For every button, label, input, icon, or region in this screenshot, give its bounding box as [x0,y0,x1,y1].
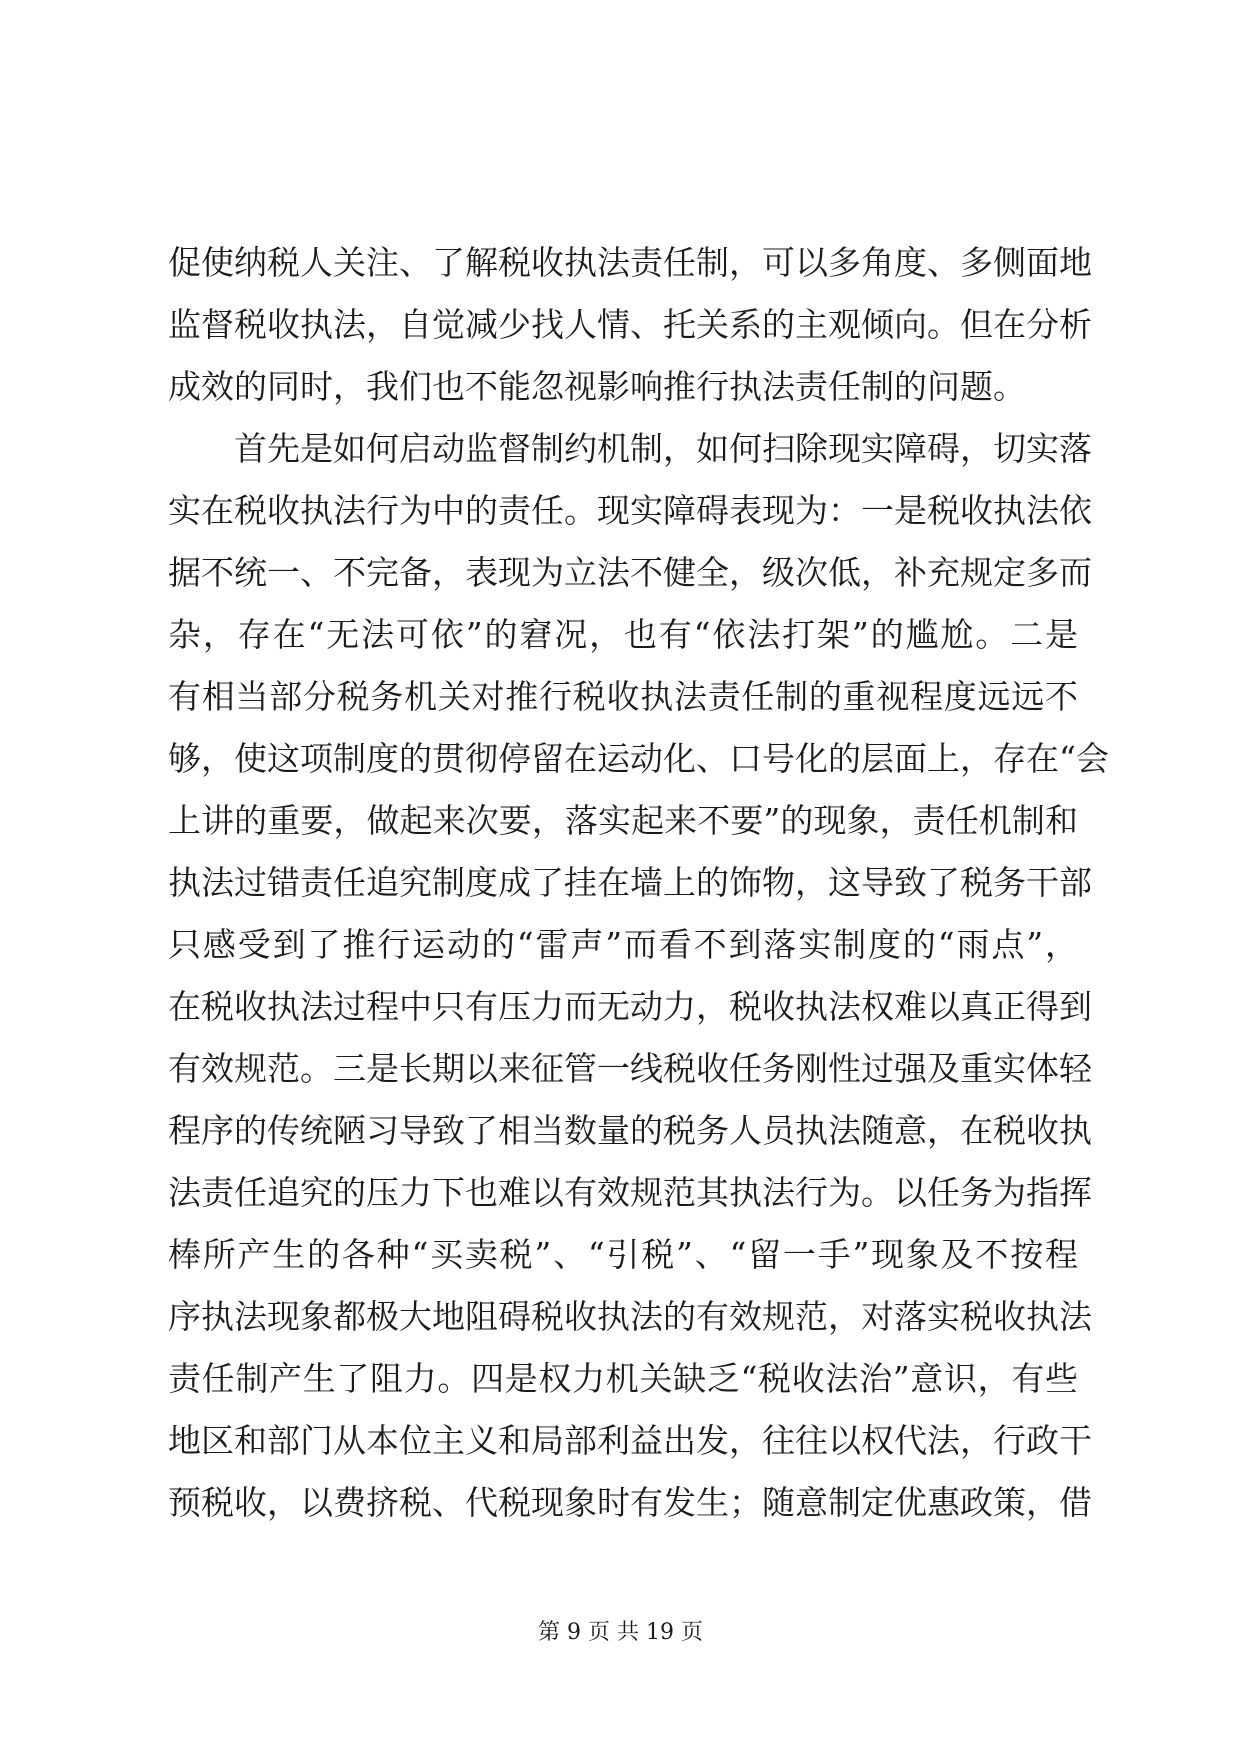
text-line: 法责任追究的压力下也难以有效规范其执法行为。以任务为指挥 [168,1173,1092,1212]
text-line: 只感受到了推行运动的“雷声”而看不到落实制度的“雨点”， [168,925,1078,964]
text-line: 序执法现象都极大地阻碍税收执法的有效规范，对落实税收执法 [168,1297,1092,1336]
text-line: 有相当部分税务机关对推行税收执法责任制的重视程度远远不 [168,677,1078,716]
text-line: 棒所产生的各种“买卖税”、“引税”、“留一手”现象及不按程 [168,1235,1078,1274]
page-footer: 第 9 页 共 19 页 [538,1620,703,1645]
text-line: 够，使这项制度的贯彻停留在运动化、口号化的层面上，存在“会 [168,739,1109,778]
text-line: 程序的传统陋习导致了相当数量的税务人员执法随意，在税收执 [168,1111,1092,1150]
text-line: 据不统一、不完备，表现为立法不健全，级次低，补充规定多而 [168,553,1092,592]
text-line: 地区和部门从本位主义和局部利益出发，往往以权代法，行政干 [168,1421,1092,1460]
text-line: 促使纳税人关注、了解税收执法责任制，可以多角度、多侧面地 [168,243,1092,282]
text-line: 有效规范。三是长期以来征管一线税收任务刚性过强及重实体轻 [168,1049,1092,1088]
text-line: 责任制产生了阻力。四是权力机关缺乏“税收法治”意识，有些 [168,1359,1078,1398]
text-line: 在税收执法过程中只有压力而无动力，税收执法权难以真正得到 [168,987,1092,1026]
text-line: 杂，存在“无法可依”的窘况，也有“依法打架”的尴尬。二是 [168,615,1078,654]
paragraph-first-line: 首先是如何启动监督制约机制，如何扫除现实障碍，切实落 [234,429,1092,468]
body-text [168,232,1109,1534]
text-line: 执法过错责任追究制度成了挂在墙上的饰物，这导致了税务干部 [168,863,1092,902]
text-line: 实在税收执法行为中的责任。现实障碍表现为：一是税收执法依 [168,491,1092,530]
text-line: 上讲的重要，做起来次要，落实起来不要”的现象，责任机制和 [168,801,1078,840]
text-line: 监督税收执法，自觉减少找人情、托关系的主观倾向。但在分析 [168,305,1092,344]
text-line: 成效的同时，我们也不能忽视影响推行执法责任制的问题。 [168,367,1026,406]
text-line: 预税收，以费挤税、代税现象时有发生；随意制定优惠政策，借 [168,1483,1092,1522]
